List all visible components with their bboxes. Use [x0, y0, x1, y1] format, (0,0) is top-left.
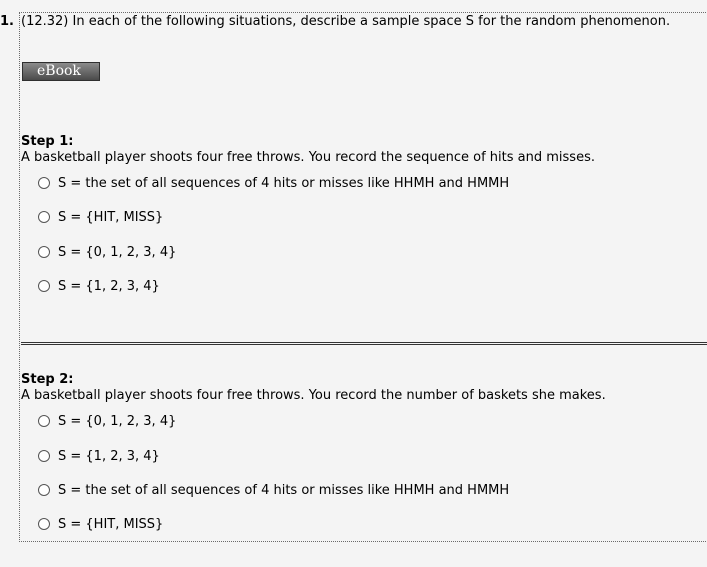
- option-label: S = the set of all sequences of 4 hits or misses like HHMH and HMMH: [58, 175, 510, 191]
- step-2-option-3[interactable]: [38, 482, 509, 498]
- option-label: S = {0, 1, 2, 3, 4}: [58, 244, 177, 260]
- option-label: S = {HIT, MISS}: [58, 209, 164, 225]
- radio-button[interactable]: [38, 246, 50, 258]
- step-2-option-4[interactable]: [38, 516, 163, 532]
- radio-button[interactable]: [38, 280, 50, 292]
- radio-button[interactable]: [38, 484, 50, 496]
- step-2-prompt: A basketball player shoots four free throws. You record the number of baskets she makes.: [21, 388, 606, 403]
- step-1-prompt: A basketball player shoots four free throws. You record the sequence of hits and misses.: [21, 150, 595, 165]
- question-number: 1.: [0, 14, 14, 29]
- step-divider: [21, 342, 707, 345]
- option-label: S = the set of all sequences of 4 hits or misses like HHMH and HMMH: [58, 482, 510, 498]
- option-label: S = {1, 2, 3, 4}: [58, 448, 160, 464]
- radio-button[interactable]: [38, 518, 50, 530]
- option-label: S = {HIT, MISS}: [58, 516, 164, 532]
- step-2-title: Step 2:: [21, 372, 74, 387]
- step-1-title: Step 1:: [21, 134, 74, 149]
- radio-button[interactable]: [38, 415, 50, 427]
- step-1-option-2[interactable]: [38, 209, 163, 225]
- radio-button[interactable]: [38, 177, 50, 189]
- step-1-option-4[interactable]: [38, 278, 160, 294]
- step-2-option-1[interactable]: [38, 413, 176, 429]
- step-2-option-2[interactable]: [38, 448, 160, 464]
- question-text: (12.32) In each of the following situations, describe a sample space S for the random phenomenon.: [21, 14, 671, 29]
- option-label: S = {0, 1, 2, 3, 4}: [58, 413, 177, 429]
- radio-button[interactable]: [38, 450, 50, 462]
- option-label: S = {1, 2, 3, 4}: [58, 278, 160, 294]
- radio-button[interactable]: [38, 211, 50, 223]
- step-1-option-1[interactable]: [38, 175, 509, 191]
- step-1-option-3[interactable]: [38, 244, 176, 260]
- ebook-button[interactable]: eBook: [22, 62, 100, 81]
